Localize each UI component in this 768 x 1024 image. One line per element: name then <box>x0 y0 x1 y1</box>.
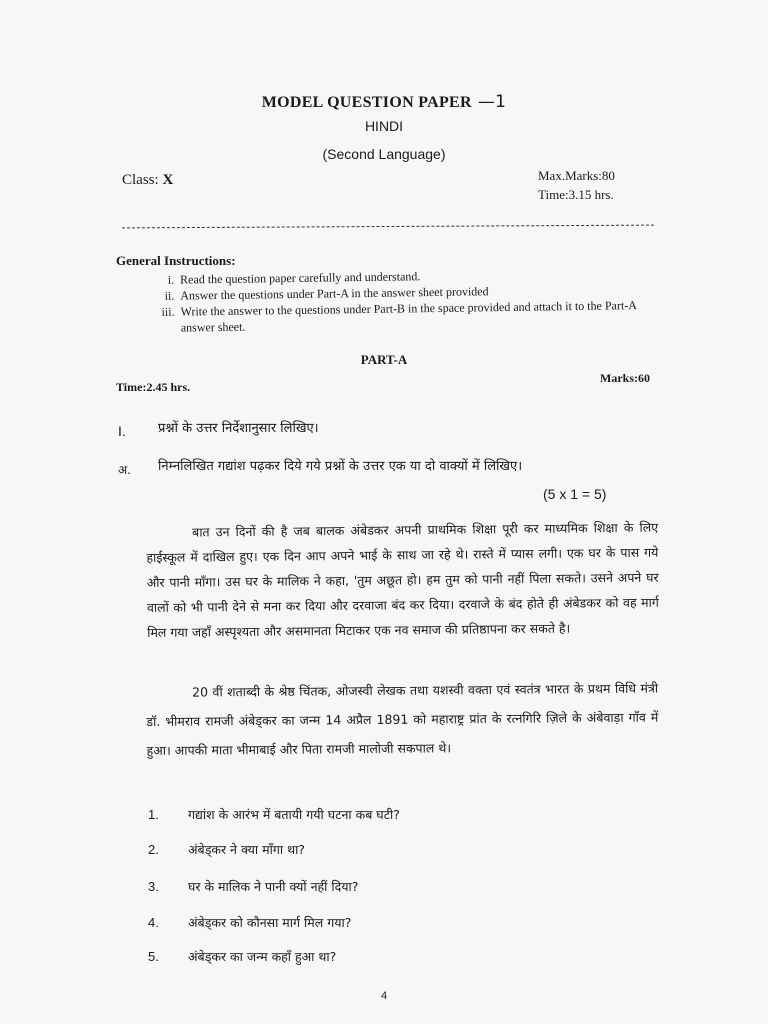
section-number: I. <box>118 423 126 439</box>
part-a-time: Time:2.45 hrs. <box>116 380 191 394</box>
question-number: 1. <box>148 807 159 822</box>
paper-title <box>0 92 768 112</box>
passage-paragraph-2: 20 वीं शताब्दी के श्रेष्ठ चिंतक, ओजस्वी लेखक तथा यशस्वी वक्ता एवं स्वतंत्र भारत के प्रथम विधि मंत्री डॉ. भीमराव रामजी अंबेड्कर का जन्म 14 अप्रैल 1891 को महाराष्ट्र प्रांत के रत्नगिरि ज़िले के अंबेवाड़ा गाँव में हुआ। आपकी माता भीमाबाई और पिता रामजी मालोजी सकपाल थे। <box>146 680 659 758</box>
marks-formula: (5 x 1 = 5) <box>543 486 607 502</box>
class-value: X <box>162 172 174 188</box>
instructions-list <box>148 265 669 336</box>
part-a-heading: PART-A <box>360 352 408 367</box>
question-text: घर के मालिक ने पानी क्यों नहीं दिया? <box>188 879 359 894</box>
instruction-number: ii. <box>164 288 175 303</box>
question-item <box>148 912 351 931</box>
instruction-number: iii. <box>161 304 175 319</box>
part-a-marks: Marks:60 <box>600 371 650 385</box>
subsection-number: अ. <box>118 463 131 477</box>
instruction-text: Answer the questions under Part-A in the answer sheet provided <box>180 284 489 303</box>
marks-time-block <box>538 166 615 204</box>
instructions-heading: General Instructions: <box>116 253 236 268</box>
question-item <box>148 946 336 965</box>
total-time: Time:3.15 hrs. <box>538 187 614 202</box>
section-instruction: प्रश्नों के उत्तर निर्देशानुसार लिखिए। <box>158 421 319 436</box>
question-text: अंबेड्कर का जन्म कहाँ हुआ था? <box>188 949 337 964</box>
instruction-item <box>148 297 668 336</box>
page-number: 4 <box>380 990 388 1002</box>
question-text: अंबेड्कर को कौनसा मार्ग मिल गया? <box>188 915 352 930</box>
paper-title-text: MODEL QUESTION PAPER <box>261 94 472 111</box>
subsection-instruction: निम्नलिखित गद्यांश पढ़कर दिये गये प्रश्नों के उत्तर एक या दो वाक्यों में लिखिए। <box>158 459 523 474</box>
question-text: गद्यांश के आरंभ में बतायी गयी घटना कब घटी? <box>188 807 400 822</box>
dashed-divider <box>122 225 654 229</box>
max-marks: Max.Marks:80 <box>538 168 615 183</box>
question-number: 2. <box>148 842 159 857</box>
passage-paragraph-1: बात उन दिनों की है जब बालक अंबेडकर अपनी प्राथमिक शिक्षा पूरी कर माध्यमिक शिक्षा के लिए हाईस्कूल में दाखिल हुए। एक दिन आप अपने भाई के साथ जा रहे थे। रास्ते में प्यास लगी। एक घर के पास गये और पानी माँगा। उस घर के मालिक ने कहा, 'तुम अछूत हो। हम तुम को पानी नहीं पिला सकते। उसने अपने घर वालों को भी पानी देने से मना कर दिया और दरवाजा बंद कर दिया। दरवाजे के बंद होते ही अंबेडकर को वह मार्ग मिल गया जहाँ अस्पृश्यता और असमानता मिटाकर एक नव समाज की प्रतिष्ठापना कर सकते है। <box>146 519 659 640</box>
question-item <box>148 876 358 895</box>
language-label: (Second Language) <box>322 146 446 162</box>
instruction-number: i. <box>167 272 175 287</box>
instruction-text: Read the question paper carefully and understand. <box>180 269 421 287</box>
question-number: 4. <box>148 915 159 930</box>
question-number: 3. <box>148 879 159 894</box>
subject-name: HINDI <box>364 118 404 134</box>
class-label: Class: <box>122 172 159 188</box>
class-info <box>122 172 173 189</box>
question-text: अंबेड्कर ने क्या माँगा था? <box>188 842 305 857</box>
paper-number-handwritten: —1 <box>477 92 507 112</box>
question-item <box>148 839 305 858</box>
question-item <box>148 804 400 823</box>
instruction-text: Write the answer to the questions under Part-B in the space provided and attach it to the Part-A answer sheet. <box>180 298 637 335</box>
question-number: 5. <box>148 949 159 964</box>
